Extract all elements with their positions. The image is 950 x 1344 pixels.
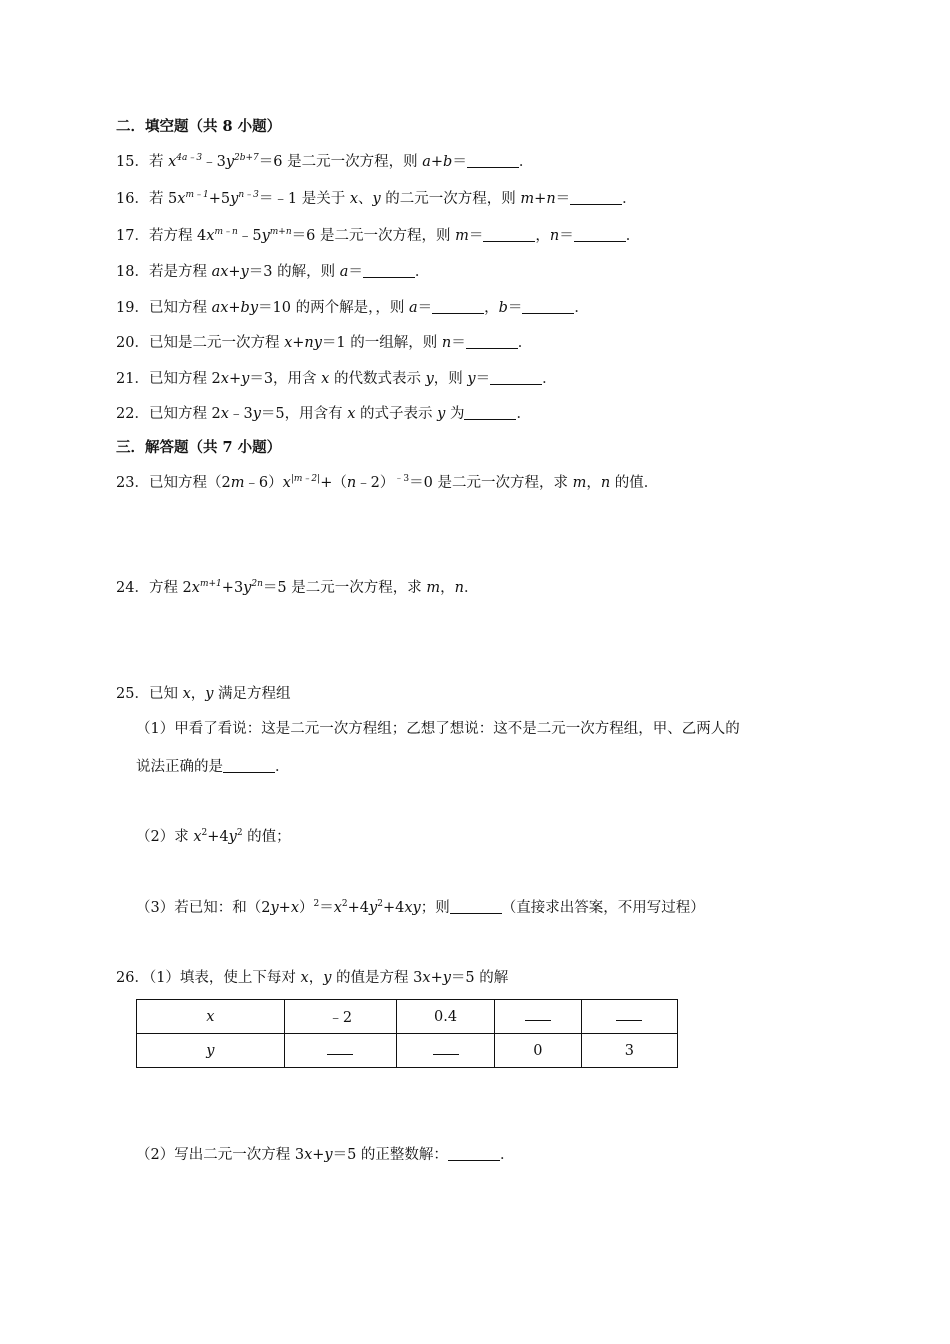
answer-blank[interactable] xyxy=(483,227,535,242)
question-20: 20．已知是二元一次方程 x+ny＝1 的一组解，则 n＝ ． xyxy=(116,335,533,351)
question-17: 17．若方程 $4x^{m﹣n}﹣5y^{m+n}=6$ 是二元一次方程，则 m＝ ，n＝ ． xyxy=(116,227,641,244)
answer-blank[interactable] xyxy=(363,263,415,278)
table-cell: y xyxy=(137,1034,285,1068)
question-25-part-2: （2）求 $x^2+4y^2$ 的值； xyxy=(136,828,291,845)
table-cell: 3 xyxy=(581,1034,677,1068)
question-25: 25．已知 x，y 满足方程组 xyxy=(116,686,291,702)
table-cell: 0 xyxy=(495,1034,581,1068)
answer-blank[interactable] xyxy=(223,758,275,773)
section-2-title: 二．填空题（共 8 小题） xyxy=(116,118,282,135)
answer-blank[interactable] xyxy=(467,153,519,168)
table-cell-blank[interactable] xyxy=(396,1034,494,1068)
answer-blank[interactable] xyxy=(522,299,574,314)
answer-blank[interactable] xyxy=(448,1146,500,1161)
table-cell-blank[interactable] xyxy=(284,1034,396,1068)
answer-blank[interactable] xyxy=(432,299,484,314)
table-cell: ﹣2 xyxy=(284,1000,396,1034)
answer-blank[interactable] xyxy=(490,370,542,385)
question-25-part-1: （1）甲看了看说：这是二元一次方程组；乙想了想说：这不是二元一次方程组，甲、乙两人的 xyxy=(136,721,740,737)
section-3-title: 三．解答题（共 7 小题） xyxy=(116,439,282,456)
question-19: 19．已知方程 ax+by＝10 的两个解是，，则 a＝ ，b＝ ． xyxy=(116,300,589,316)
table-row-x xyxy=(137,1000,678,1034)
answer-blank[interactable] xyxy=(464,405,516,420)
table-row-y xyxy=(137,1034,678,1068)
solution-table xyxy=(136,999,678,1068)
table-cell: 0.4 xyxy=(396,1000,494,1034)
table-cell-blank[interactable] xyxy=(581,1000,677,1034)
question-21: 21．已知方程 2x+y＝3，用含 x 的代数式表示 y，则 y＝ ． xyxy=(116,371,557,387)
question-16: 16．若 $5x^{m﹣1}+5y^{n﹣3}=﹣1$ 是关于 x、y 的二元一次方程，则 m+n＝ ． xyxy=(116,190,637,207)
question-24: 24．方程 $2x^{m+1}+3y^{2n}=5$ 是二元一次方程，求 m，n． xyxy=(116,579,479,596)
question-18: 18．若是方程 ax+y＝3 的解，则 a＝ ． xyxy=(116,264,430,280)
question-15: 15．若 $x^{4a﹣3}﹣3y^{2b+7}=6$ 是二元一次方程，则 a+b＝ ． xyxy=(116,153,534,170)
answer-blank[interactable] xyxy=(450,899,502,914)
question-23: 23．已知方程$(2m﹣6)x^{|m﹣2|}+(n﹣2)^{﹣3}=0$ 是二元一次方程，求 m，n 的值． xyxy=(116,474,659,491)
question-25-part-1-cont: 说法正确的是 ． xyxy=(136,759,290,775)
table-cell: x xyxy=(137,1000,285,1034)
question-26: 26．（1）填表，使上下每对 x，y 的值是方程 3x+y＝5 的解 xyxy=(116,970,509,986)
question-25-part-3: （3）若已知：和$(2y+x)^2=x^2+4y^2+4xy$；则 （直接求出答案，不用写过程） xyxy=(136,899,705,916)
answer-blank[interactable] xyxy=(574,227,626,242)
answer-blank[interactable] xyxy=(570,190,622,205)
table-cell-blank[interactable] xyxy=(495,1000,581,1034)
answer-blank[interactable] xyxy=(466,334,518,349)
question-22: 22．已知方程 2x﹣3y＝5，用含有 x 的式子表示 y 为 ． xyxy=(116,406,531,422)
question-26-part-2: （2）写出二元一次方程 3x+y＝5 的正整数解： ． xyxy=(136,1147,515,1163)
